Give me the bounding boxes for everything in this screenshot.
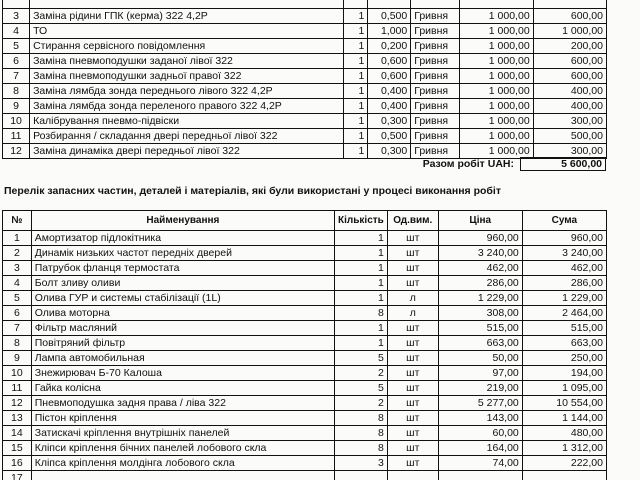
parts-row	[3, 441, 607, 456]
part-qty: 1	[335, 246, 388, 261]
row-number: 1	[3, 231, 32, 246]
part-unit: шт	[387, 456, 438, 471]
work-qty: 1	[344, 54, 368, 69]
work-unit: Гривня	[411, 9, 460, 24]
row-number: 4	[3, 276, 32, 291]
part-price: 97,00	[438, 366, 522, 381]
row-number: 14	[3, 426, 32, 441]
work-name: Заміна лямбда зонда переднього лівого 322 4,2Р	[30, 84, 344, 99]
row-number: 12	[3, 396, 32, 411]
works-total-label: Разом робіт UAH:	[422, 158, 514, 170]
work-hours	[368, 0, 411, 9]
part-name: Олива моторна	[31, 306, 334, 321]
work-hours: 0,400	[368, 84, 411, 99]
row-number: 5	[3, 291, 32, 306]
part-price: 308,00	[438, 306, 522, 321]
work-sum: 400,00	[533, 84, 606, 99]
part-price: 5 277,00	[438, 396, 522, 411]
part-qty: 1	[335, 291, 388, 306]
work-name: Заміна динаміка двері передньої лівої 322	[30, 144, 344, 159]
work-sum: 300,00	[533, 144, 606, 159]
part-sum: 1 095,00	[522, 381, 606, 396]
work-hours: 0,300	[368, 114, 411, 129]
part-sum: 462,00	[522, 261, 606, 276]
work-sum	[533, 0, 606, 9]
part-name: Кліпса кріплення молдінга лобового скла	[31, 456, 334, 471]
part-qty: 1	[335, 276, 388, 291]
part-unit: шт	[387, 366, 438, 381]
row-number: 16	[3, 456, 32, 471]
work-price: 1 000,00	[460, 114, 533, 129]
part-name	[31, 471, 334, 480]
part-price: 515,00	[438, 321, 522, 336]
parts-row	[3, 261, 607, 276]
part-price: 74,00	[438, 456, 522, 471]
header-name: Найменування	[31, 211, 334, 231]
works-row	[3, 69, 607, 84]
part-qty: 8	[335, 411, 388, 426]
part-name: Патрубок фланця термостата	[31, 261, 334, 276]
work-sum: 600,00	[533, 54, 606, 69]
part-unit: л	[387, 291, 438, 306]
part-unit	[387, 471, 438, 480]
work-sum: 200,00	[533, 39, 606, 54]
row-number: 6	[3, 306, 32, 321]
part-sum: 1 312,00	[522, 441, 606, 456]
work-price: 1 000,00	[460, 129, 533, 144]
row-number: 11	[3, 381, 32, 396]
works-row	[3, 9, 607, 24]
header-price: Ціна	[438, 211, 522, 231]
row-number: 8	[3, 84, 30, 99]
part-unit: шт	[387, 261, 438, 276]
works-row	[3, 0, 607, 9]
part-unit: шт	[387, 396, 438, 411]
part-price: 1 229,00	[438, 291, 522, 306]
work-name: Заміна пневмоподушки заданої лівої 322	[30, 54, 344, 69]
work-price: 1 000,00	[460, 9, 533, 24]
row-number	[3, 0, 30, 9]
part-unit: шт	[387, 246, 438, 261]
header-sum: Сума	[522, 211, 606, 231]
work-hours: 0,500	[368, 129, 411, 144]
part-price: 50,00	[438, 351, 522, 366]
work-qty: 1	[344, 144, 368, 159]
row-number: 17	[3, 471, 32, 480]
parts-row	[3, 246, 607, 261]
part-sum: 10 554,00	[522, 396, 606, 411]
works-row	[3, 54, 607, 69]
row-number: 3	[3, 9, 30, 24]
work-qty: 1	[344, 24, 368, 39]
part-unit: шт	[387, 426, 438, 441]
part-sum: 222,00	[522, 456, 606, 471]
works-row	[3, 24, 607, 39]
work-unit: Гривня	[411, 39, 460, 54]
work-price: 1 000,00	[460, 69, 533, 84]
part-sum: 663,00	[522, 336, 606, 351]
part-name: Лампа автомобильная	[31, 351, 334, 366]
part-name: Фільтр масляний	[31, 321, 334, 336]
work-unit: Гривня	[411, 99, 460, 114]
work-hours: 0,600	[368, 69, 411, 84]
part-unit: шт	[387, 411, 438, 426]
work-unit: Гривня	[411, 69, 460, 84]
part-qty: 8	[335, 426, 388, 441]
work-unit: Гривня	[411, 54, 460, 69]
parts-row	[3, 321, 607, 336]
header-qty: Кількість	[335, 211, 388, 231]
part-unit: шт	[387, 351, 438, 366]
row-number: 15	[3, 441, 32, 456]
work-unit: Гривня	[411, 144, 460, 159]
part-unit: шт	[387, 441, 438, 456]
work-hours: 0,200	[368, 39, 411, 54]
work-unit	[411, 0, 460, 9]
work-name	[30, 0, 344, 9]
work-unit: Гривня	[411, 129, 460, 144]
work-unit: Гривня	[411, 84, 460, 99]
parts-row	[3, 276, 607, 291]
work-hours: 0,400	[368, 99, 411, 114]
part-name: Затискачі кріплення внутрішніх панелей	[31, 426, 334, 441]
part-name: Кліпси кріплення бічних панелей лобового скла	[31, 441, 334, 456]
part-name: Динамік низьких частот передніх дверей	[31, 246, 334, 261]
part-price: 143,00	[438, 411, 522, 426]
part-name: Пістон кріплення	[31, 411, 334, 426]
part-price: 164,00	[438, 441, 522, 456]
work-hours: 0,500	[368, 9, 411, 24]
part-qty: 8	[335, 306, 388, 321]
row-number: 12	[3, 144, 30, 159]
part-qty: 1	[335, 261, 388, 276]
work-qty	[344, 0, 368, 9]
part-sum: 286,00	[522, 276, 606, 291]
work-qty: 1	[344, 99, 368, 114]
row-number: 2	[3, 246, 32, 261]
part-qty: 2	[335, 366, 388, 381]
parts-row	[3, 366, 607, 381]
row-number: 9	[3, 99, 30, 114]
works-row	[3, 39, 607, 54]
row-number: 5	[3, 39, 30, 54]
works-row	[3, 84, 607, 99]
parts-table	[2, 210, 607, 480]
work-name: ТО	[30, 24, 344, 39]
part-sum: 194,00	[522, 366, 606, 381]
parts-row	[3, 396, 607, 411]
header-unit: Од.вим.	[387, 211, 438, 231]
parts-row	[3, 336, 607, 351]
work-price	[460, 0, 533, 9]
part-name: Повітряний фільтр	[31, 336, 334, 351]
header-n: №	[3, 211, 32, 231]
part-price: 60,00	[438, 426, 522, 441]
work-price: 1 000,00	[460, 24, 533, 39]
part-price: 663,00	[438, 336, 522, 351]
part-sum: 515,00	[522, 321, 606, 336]
part-price: 960,00	[438, 231, 522, 246]
work-name: Заміна лямбда зонда переленого правого 322 4,2Р	[30, 99, 344, 114]
part-unit: шт	[387, 381, 438, 396]
row-number: 4	[3, 24, 30, 39]
row-number: 6	[3, 54, 30, 69]
work-sum: 300,00	[533, 114, 606, 129]
part-name: Пневмоподушка задня права / ліва 322	[31, 396, 334, 411]
part-sum: 960,00	[522, 231, 606, 246]
part-price: 462,00	[438, 261, 522, 276]
parts-row	[3, 351, 607, 366]
work-qty: 1	[344, 84, 368, 99]
work-sum: 1 000,00	[533, 24, 606, 39]
row-number: 10	[3, 114, 30, 129]
parts-row	[3, 426, 607, 441]
part-price: 3 240,00	[438, 246, 522, 261]
row-number: 7	[3, 69, 30, 84]
parts-row	[3, 411, 607, 426]
works-total-value: 5 600,00	[520, 157, 606, 171]
row-number: 8	[3, 336, 32, 351]
work-sum: 600,00	[533, 69, 606, 84]
part-name: Болт зливу оливи	[31, 276, 334, 291]
works-row	[3, 99, 607, 114]
part-sum: 480,00	[522, 426, 606, 441]
part-unit: шт	[387, 231, 438, 246]
part-sum: 3 240,00	[522, 246, 606, 261]
work-name: Калібрування пневмо-підвіски	[30, 114, 344, 129]
part-qty: 1	[335, 231, 388, 246]
work-price: 1 000,00	[460, 54, 533, 69]
works-row	[3, 114, 607, 129]
work-qty: 1	[344, 9, 368, 24]
work-qty: 1	[344, 39, 368, 54]
part-price: 286,00	[438, 276, 522, 291]
part-qty: 1	[335, 336, 388, 351]
part-price	[438, 471, 522, 480]
row-number: 7	[3, 321, 32, 336]
work-name: Стирання сервісного повідомлення	[30, 39, 344, 54]
work-qty: 1	[344, 69, 368, 84]
part-qty: 1	[335, 321, 388, 336]
work-price: 1 000,00	[460, 39, 533, 54]
parts-header-row	[3, 211, 607, 231]
work-hours: 0,300	[368, 144, 411, 159]
part-unit: шт	[387, 276, 438, 291]
row-number: 9	[3, 351, 32, 366]
row-number: 13	[3, 411, 32, 426]
parts-row	[3, 381, 607, 396]
parts-row	[3, 231, 607, 246]
row-number: 10	[3, 366, 32, 381]
work-hours: 0,600	[368, 54, 411, 69]
part-sum: 250,00	[522, 351, 606, 366]
part-unit: л	[387, 306, 438, 321]
work-price: 1 000,00	[460, 144, 533, 159]
parts-heading: Перелік запасних частин, деталей і матеріалів, які були використані у процесі виконання робіт	[4, 185, 501, 197]
work-sum: 600,00	[533, 9, 606, 24]
part-qty: 8	[335, 441, 388, 456]
part-name: Знежирювач Б-70 Калоша	[31, 366, 334, 381]
work-qty: 1	[344, 129, 368, 144]
row-number: 11	[3, 129, 30, 144]
work-name: Заміна рідини ГПК (керма) 322 4,2Р	[30, 9, 344, 24]
parts-row	[3, 306, 607, 321]
part-name: Гайка колісна	[31, 381, 334, 396]
part-qty: 2	[335, 396, 388, 411]
parts-row	[3, 291, 607, 306]
works-row	[3, 129, 607, 144]
work-name: Розбирання / складання двері передньої лівої 322	[30, 129, 344, 144]
work-price: 1 000,00	[460, 99, 533, 114]
part-sum: 2 464,00	[522, 306, 606, 321]
parts-row	[3, 471, 607, 480]
work-sum: 500,00	[533, 129, 606, 144]
part-unit: шт	[387, 321, 438, 336]
parts-row	[3, 456, 607, 471]
part-qty	[335, 471, 388, 480]
part-sum: 1 144,00	[522, 411, 606, 426]
part-qty: 5	[335, 351, 388, 366]
work-unit: Гривня	[411, 114, 460, 129]
work-price: 1 000,00	[460, 84, 533, 99]
part-name: Амортизатор підлокітника	[31, 231, 334, 246]
work-qty: 1	[344, 114, 368, 129]
part-sum: 1 229,00	[522, 291, 606, 306]
part-qty: 3	[335, 456, 388, 471]
work-name: Заміна пневмоподушки задньої правої 322	[30, 69, 344, 84]
part-price: 219,00	[438, 381, 522, 396]
row-number: 3	[3, 261, 32, 276]
part-qty: 5	[335, 381, 388, 396]
part-name: Олива ГУР и системы стабілізації (1L)	[31, 291, 334, 306]
work-unit: Гривня	[411, 24, 460, 39]
work-hours: 1,000	[368, 24, 411, 39]
works-total	[393, 157, 606, 172]
part-unit: шт	[387, 336, 438, 351]
part-sum	[522, 471, 606, 480]
works-table	[2, 0, 607, 159]
work-sum: 400,00	[533, 99, 606, 114]
